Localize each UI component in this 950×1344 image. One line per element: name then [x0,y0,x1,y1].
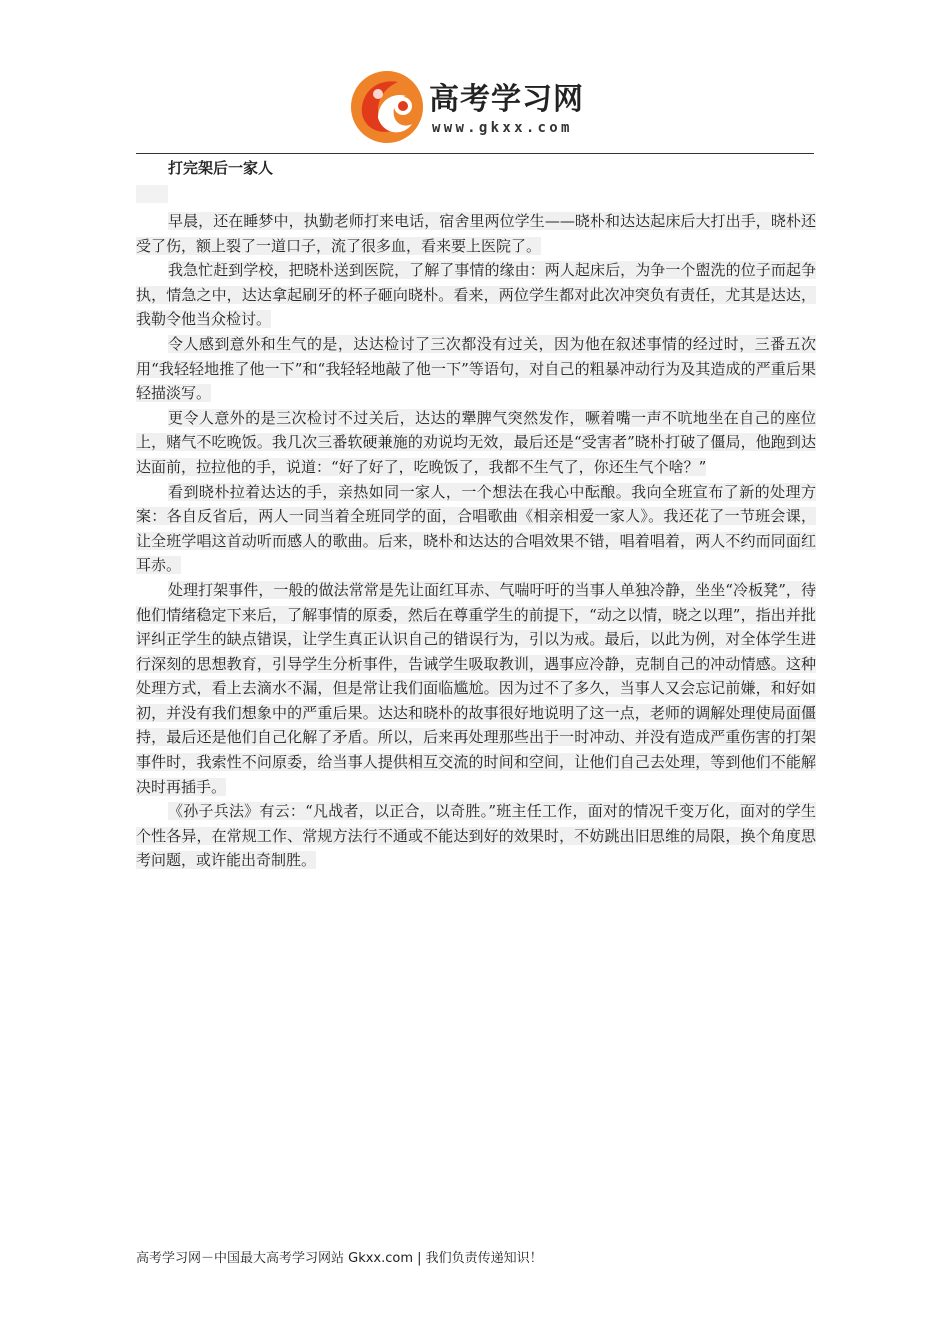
logo-url[interactable]: www.gkxx.com [432,120,573,136]
article-paragraph-6: 处理打架事件，一般的做法常常是先让面红耳赤、气喘吁吁的当事人单独冷静，坐坐“冷板凳”，待他们情绪稳定下来后，了解事情的原委，然后在尊重学生的前提下，“动之以情，晓之以理”，指出并批评纠正学生的缺点错误，让学生真正认识自己的错误行为，引以为戒。最后，以此为例，对全体学生进行深刻的思想教育，引导学生分析事件，告诫学生吸取教训，遇事应冷静，克制自己的冲动情感。这种处理方式，看上去滴水不漏，但是常让我们面临尴尬。因为过不了多久，当事人又会忘记前嫌，和好如初，并没有我们想象中的严重后果。达达和晓朴的故事很好地说明了这一点，老师的调解处理使局面僵持，最后还是他们自己化解了矛盾。所以，后来再处理那些出于一时冲动、并没有造成严重伤害的打架事件时，我索性不问原委，给当事人提供相互交流的时间和空间，让他们自己去处理，等到他们不能解决时再插手。 [136,580,816,796]
logo-title: 高考学习网 [429,82,584,117]
page-header [136,60,814,155]
header-divider [136,153,814,154]
article-title: 打完架后一家人 [168,159,274,177]
blank-line [136,185,168,203]
article-paragraph-3: 令人感到意外和生气的是，达达检讨了三次都没有过关，因为他在叙述事情的经过时，三番五次用“我轻轻地推了他一下”和“我轻轻地敲了他一下”等语句，对自己的粗暴冲动行为及其造成的严重后果轻描淡写。 [136,334,816,403]
article-paragraph-2: 我急忙赶到学校，把晓朴送到医院，了解了事情的缘由：两人起床后，为争一个盥洗的位子而起争执，情急之中，达达拿起刷牙的杯子砸向晓朴。看来，两位学生都对此次冲突负有责任，尤其是达达，我勒令他当众检讨。 [136,261,816,329]
article-paragraph-1: 早晨，还在睡梦中，执勤老师打来电话，宿舍里两位学生——晓朴和达达起床后大打出手，晓朴还受了伤，额上裂了一道口子，流了很多血，看来要上医院了。 [136,212,816,255]
article [136,156,816,873]
article-paragraph-7: 《孙子兵法》有云：“凡战者，以正合，以奇胜。”班主任工作，面对的情况千变万化，面对的学生个性各异，在常规工作、常规方法行不通或不能达到好的效果时，不妨跳出旧思维的局限，换个角度思考问题，或许能出奇制胜。 [136,802,816,870]
article-paragraph-5: 看到晓朴拉着达达的手，亲热如同一家人，一个想法在我心中酝酿。我向全班宣布了新的处理方案：各自反省后，两人一同当着全班同学的面，合唱歌曲《相亲相爱一家人》。我还花了一节班会课，让全班学唱这首动听而感人的歌曲。后来，晓朴和达达的合唱效果不错，唱着唱着，两人不约而同面红耳赤。 [136,482,816,575]
article-paragraph-4: 更令人意外的是三次检讨不过关后，达达的犟脾气突然发作，噘着嘴一声不吭地坐在自己的座位上，赌气不吃晚饭。我几次三番软硬兼施的劝说均无效，最后还是“受害者”晓朴打破了僵局，他跑到达达面前，拉拉他的手，说道：“好了好了，吃晚饭了，我都不生气了，你还生气个啥？” [136,408,816,476]
page-footer: 高考学习网－中国最大高考学习网站 Gkxx.com | 我们负责传递知识！ [136,1251,543,1266]
logo-icon [348,68,426,146]
